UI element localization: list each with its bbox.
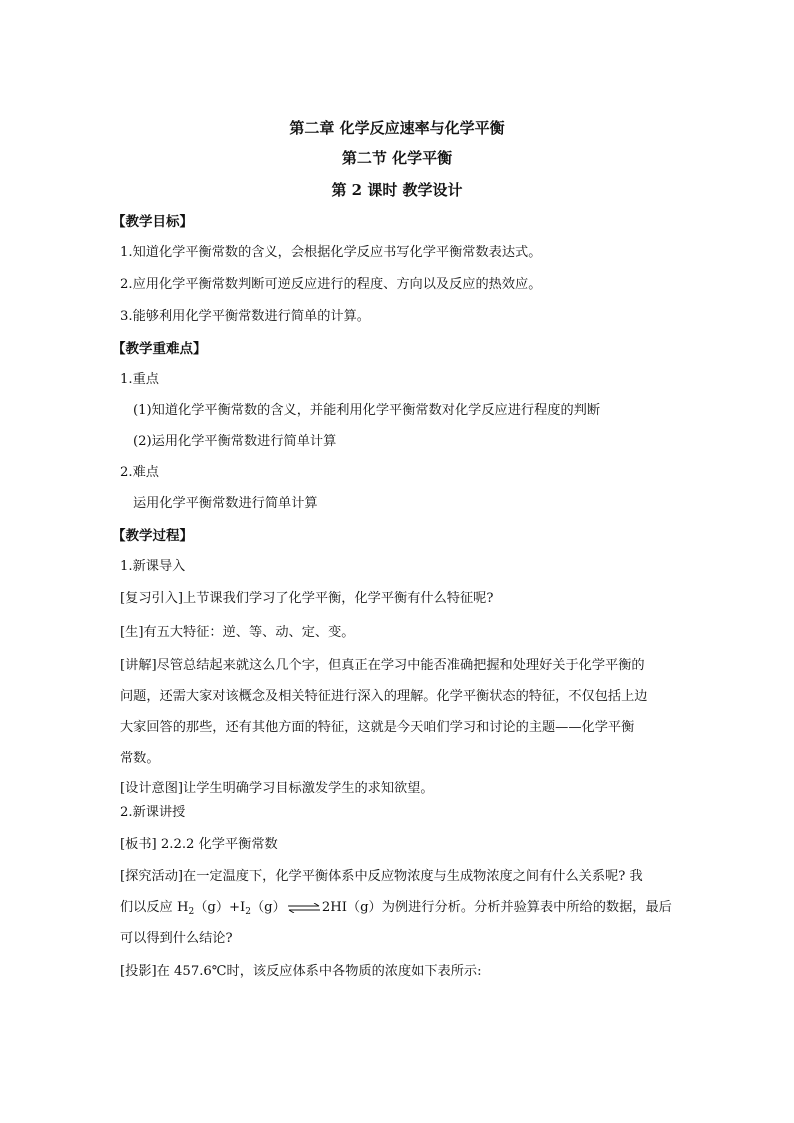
step-label: 2.新课讲授 <box>120 805 186 820</box>
design-intent: [设计意图]让学生明确学习目标激发学生的求知欲望。 <box>120 781 434 796</box>
equation-text: （g）+I <box>194 900 246 915</box>
subscript: 2 <box>245 907 251 917</box>
explain-line: 问题，还需大家对该概念及相关特征进行深入的理解。化学平衡状态的特征，不仅包括上边 <box>120 689 648 704</box>
goals-heading: 【教学目标】 <box>112 214 193 230</box>
difficulty-text: 运用化学平衡常数进行简单计算 <box>133 496 318 511</box>
explain-line: 常数。 <box>120 751 160 766</box>
explore-equation-line <box>120 898 672 918</box>
review-paragraph: [复习引入]上节课我们学习了化学平衡，化学平衡有什么特征呢? <box>120 591 494 606</box>
focus-item: (1)知道化学平衡常数的含义，并能利用化学平衡常数对化学反应进行程度的判断 <box>133 403 601 418</box>
goal-item: 2.应用化学平衡常数判断可逆反应进行的程度、方向以及反应的热效应。 <box>120 277 542 292</box>
reversible-arrow-icon <box>287 903 321 913</box>
lesson-title: 第 2 课时 教学设计 <box>331 181 463 199</box>
board-note: [板书] 2.2.2 化学平衡常数 <box>120 837 278 852</box>
section-title: 第二节 化学平衡 <box>341 149 453 167</box>
student-answer: [生]有五大特征：逆、等、动、定、变。 <box>120 625 355 640</box>
equation-text: （g） <box>251 900 286 915</box>
keypoints-heading: 【教学重难点】 <box>112 341 207 357</box>
explore-line: 可以得到什么结论? <box>120 931 233 946</box>
explain-line: 大家回答的那些，还有其他方面的特征，这就是今天咱们学习和讨论的主题——化学平衡 <box>120 720 635 735</box>
focus-label: 1.重点 <box>120 372 159 387</box>
focus-item: (2)运用化学平衡常数进行简单计算 <box>133 434 337 449</box>
goal-item: 3.能够利用化学平衡常数进行简单的计算。 <box>120 309 370 324</box>
equation-text: 2HI（g）为例进行分析。分析并验算表中所给的数据，最后 <box>321 900 672 915</box>
projection-note: [投影]在 457.6℃时，该反应体系中各物质的浓度如下表所示: <box>120 964 482 979</box>
step-label: 1.新课导入 <box>120 559 186 574</box>
equation-text: 们以反应 H <box>120 900 189 915</box>
explain-line: [讲解]尽管总结起来就这么几个字，但真正在学习中能否准确把握和处理好关于化学平衡的 <box>120 658 645 673</box>
process-heading: 【教学过程】 <box>112 528 193 544</box>
goal-item: 1.知道化学平衡常数的含义，会根据化学反应书写化学平衡常数表达式。 <box>120 245 542 260</box>
explore-line: [探究活动]在一定温度下，化学平衡体系中反应物浓度与生成物浓度之间有什么关系呢? 我 <box>120 869 643 884</box>
difficulty-label: 2.难点 <box>120 465 159 480</box>
chapter-title: 第二章 化学反应速率与化学平衡 <box>289 119 505 137</box>
subscript: 2 <box>188 907 195 917</box>
